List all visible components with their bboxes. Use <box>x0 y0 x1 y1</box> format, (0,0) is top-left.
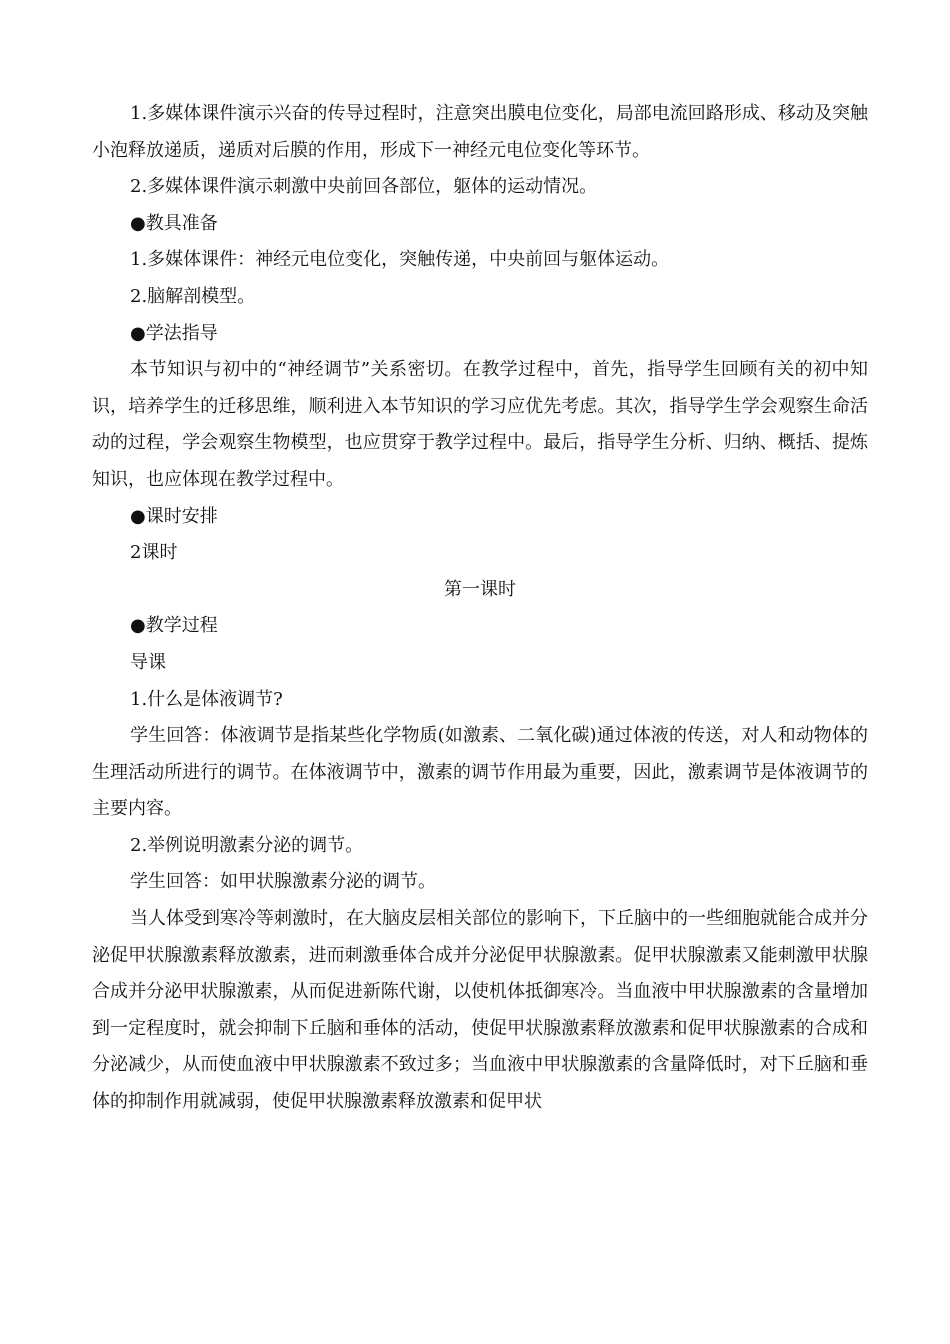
paragraph-multimedia-conduction: 1.多媒体课件演示兴奋的传导过程时，注意突出膜电位变化，局部电流回路形成、移动及突触小泡释放递质，递质对后膜的作用，形成下一神经元电位变化等环节。 <box>92 103 868 161</box>
document-page <box>92 96 868 1121</box>
answer-humoral-regulation: 学生回答：体液调节是指某些化学物质(如激素、二氧化碳)通过体液的传送，对人和动物体的生理活动所进行的调节。在体液调节中，激素的调节作用最为重要，因此，激素调节是体液调节的主要内容。 <box>92 725 868 820</box>
section-title-first-lesson: 第一课时 <box>444 578 516 600</box>
heading-class-schedule: ●课时安排 <box>130 505 218 527</box>
paragraph-multimedia-stimulation: 2.多媒体课件演示刺激中央前回各部位，躯体的运动情况。 <box>130 176 598 198</box>
paragraph-study-guide: 本节知识与初中的“神经调节”关系密切。在教学过程中，首先，指导学生回顾有关的初中知识，培养学生的迁移思维，顺利进入本节知识的学习应优先考虑。其次，指导学生学会观察生命活动的过程，学会观察生物模型，也应贯穿于教学过程中。最后，指导学生分析、归纳、概括、提炼知识，也应体现在教学过程中。 <box>92 359 868 490</box>
paragraph-aid-brain-model: 2.脑解剖模型。 <box>130 285 256 307</box>
heading-study-guide: ●学法指导 <box>130 322 218 344</box>
heading-teaching-aids: ●教具准备 <box>130 212 218 234</box>
paragraph-class-hours: 2课时 <box>130 542 178 564</box>
question-humoral-regulation: 1.什么是体液调节? <box>130 688 283 710</box>
subheading-introduction: 导课 <box>130 651 166 673</box>
paragraph-thyroid-regulation: 当人体受到寒冷等刺激时，在大脑皮层相关部位的影响下，下丘脑中的一些细胞就能合成并分泌促甲状腺激素释放激素，进而刺激垂体合成并分泌促甲状腺激素。促甲状腺激素又能刺激甲状腺合成并分泌甲状腺激素，从而促进新陈代谢，以使机体抵御寒冷。当血液中甲状腺激素的含量增加到一定程度时，就会抑制下丘脑和垂体的活动，使促甲状腺激素释放激素和促甲状腺激素的合成和分泌减少，从而使血液中甲状腺激素不致过多；当血液中甲状腺激素的含量降低时，对下丘脑和垂体的抑制作用就减弱，使促甲状腺激素释放激素和促甲状 <box>92 908 868 1113</box>
heading-teaching-process: ●教学过程 <box>130 615 218 637</box>
paragraph-aid-courseware: 1.多媒体课件：神经元电位变化，突触传递，中央前回与躯体运动。 <box>130 249 670 271</box>
question-hormone-secretion: 2.举例说明激素分泌的调节。 <box>130 834 364 856</box>
answer-hormone-secretion: 学生回答：如甲状腺激素分泌的调节。 <box>130 871 436 893</box>
